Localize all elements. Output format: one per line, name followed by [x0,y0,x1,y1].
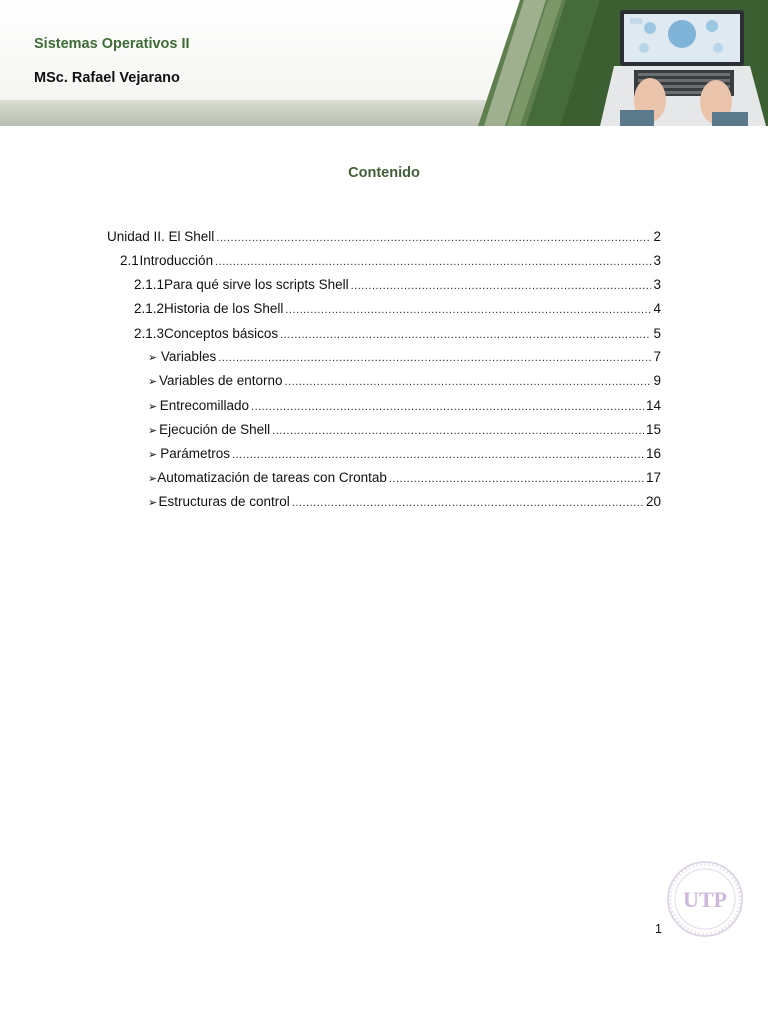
arrow-bullet-icon: ➢ [148,425,158,437]
dot-leader [389,470,644,488]
dot-leader [285,373,652,391]
toc-title: Contenido [348,165,420,181]
arrow-bullet-icon: ➢ [148,473,158,485]
toc-entry-page: 2 [653,229,661,244]
toc-entry-number: 2.1.1 [134,277,165,292]
toc-entry-label: Estructuras de control [158,494,290,509]
page-header [0,0,768,126]
toc-entry[interactable] [148,469,661,487]
course-title: Sistemas Operativos II [34,36,190,52]
toc-entry-label: Para qué sirve los scripts Shell [164,277,349,292]
dot-leader [215,253,651,271]
toc-entry[interactable] [134,276,661,294]
toc-entry-page: 5 [653,326,661,341]
toc-entry-page: 16 [645,446,661,461]
toc-entry-label: Parámetros [160,446,231,461]
dot-leader [280,326,651,344]
toc-entry-label: Variables de entorno [158,373,283,388]
toc-entry-page: 9 [653,373,661,388]
toc-entry[interactable] [134,325,661,343]
toc-entry[interactable] [148,421,661,439]
dot-leader [285,301,651,319]
toc-entry-page: 3 [653,277,661,292]
toc-entry[interactable] [148,348,661,366]
arrow-bullet-icon: ➢ [148,449,158,461]
toc-entry-label: Automatización de tareas con Crontab [157,470,387,485]
arrow-bullet-icon: ➢ [148,352,158,364]
arrow-bullet-icon: ➢ [148,401,158,413]
toc-entry[interactable] [120,252,661,270]
page-number: 1 [655,922,662,936]
author-name: MSc. Rafael Vejarano [34,70,180,86]
toc-entry-label: Introducción [139,253,214,268]
toc-entry-number: 2.1.3 [134,326,165,341]
toc-entry-label: Historia de los Shell [164,301,284,316]
dot-leader [292,494,644,512]
toc-entry-page: 7 [653,349,661,364]
toc-entry-label: Entrecomillado [159,398,250,413]
toc-entry-page: 4 [653,301,661,316]
toc-entry[interactable] [134,300,661,318]
dot-leader [251,398,644,416]
toc-entry-number: 2.1.2 [134,301,165,316]
arrow-bullet-icon: ➢ [148,376,158,388]
dot-leader [216,229,651,247]
university-seal-logo [666,860,744,938]
toc-entry-label: Unidad II. El Shell [107,229,215,244]
toc-entry-label: Conceptos básicos [164,326,279,341]
toc-entry-page: 3 [653,253,661,268]
toc-entry[interactable] [148,493,661,511]
toc-entry-page: 15 [645,422,661,437]
seal-letters: UTP [683,887,727,912]
toc-entry-label: Ejecución de Shell [159,422,271,437]
laptop-image [600,4,768,126]
dot-leader [218,349,651,367]
toc-entry-page: 17 [645,470,661,485]
toc-entry[interactable] [148,397,661,415]
toc-entry[interactable] [148,372,661,390]
toc-entry-page: 20 [645,494,661,509]
arrow-bullet-icon: ➢ [148,497,158,509]
toc-entry-page: 14 [645,398,661,413]
toc-entry-label: Variables [160,349,217,364]
dot-leader [232,446,644,464]
toc-entry[interactable] [107,228,661,246]
toc-entry-number: 2.1 [120,253,139,268]
dot-leader [272,422,644,440]
dot-leader [351,277,652,295]
toc-entry[interactable] [148,445,661,463]
